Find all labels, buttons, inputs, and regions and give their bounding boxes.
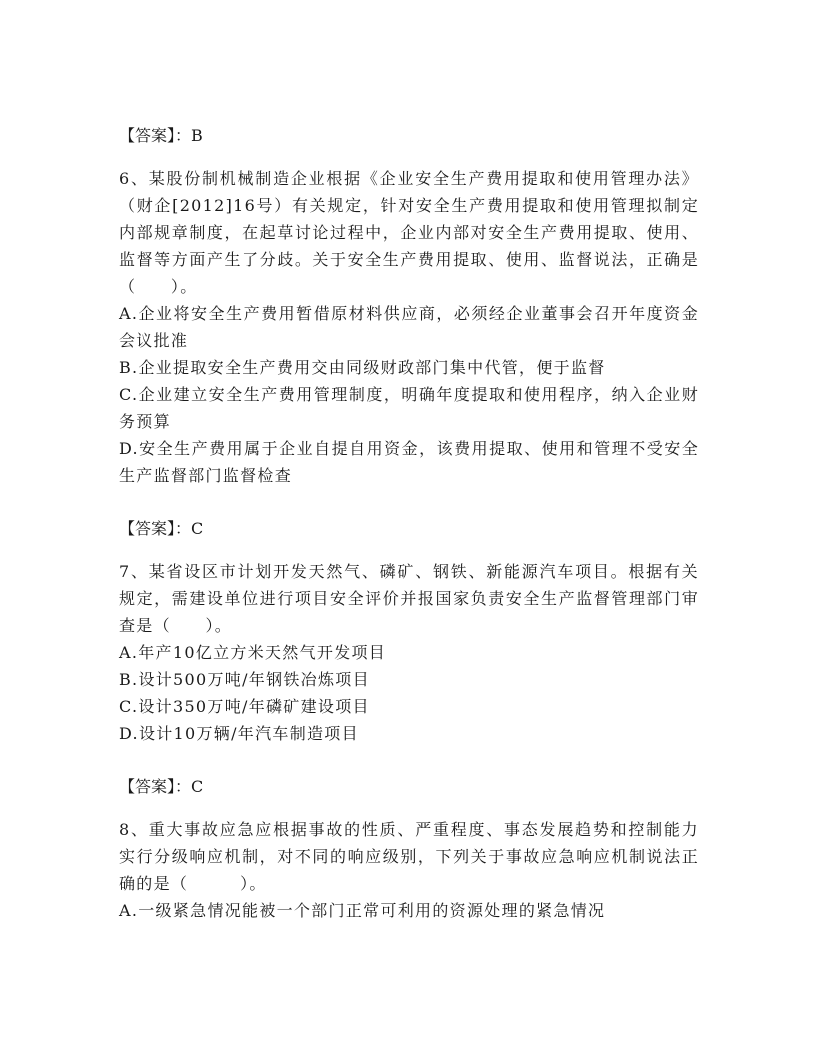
question-7-stem: 7、某省设区市计划开发天然气、磷矿、钢铁、新能源汽车项目。根据有关规定，需建设单位进行项目安全评价并报国家负责安全生产监督管理部门审查是（ ）。	[119, 562, 699, 635]
document-page	[119, 122, 699, 924]
question-8	[119, 816, 699, 924]
answer-5: 【答案】：B	[119, 126, 203, 145]
question-6-option-c: C.企业建立安全生产费用管理制度，明确年度提取和使用程序，纳入企业财务预算	[119, 385, 699, 431]
question-7	[119, 558, 699, 747]
question-8-stem: 8、重大事故应急应根据事故的性质、严重程度、事态发展趋势和控制能力实行分级响应机制，对不同的响应级别，下列关于事故应急响应机制说法正确的是（ ）。	[119, 820, 699, 893]
question-7-option-b: B.设计500万吨/年钢铁冶炼项目	[119, 670, 370, 689]
question-6	[119, 165, 699, 489]
question-7-option-a: A.年产10亿立方米天然气开发项目	[119, 643, 387, 662]
question-6-option-a: A.企业将安全生产费用暂借原材料供应商，必须经企业董事会召开年度资金会议批准	[119, 304, 699, 350]
question-6-option-b: B.企业提取安全生产费用交由同级财政部门集中代管，便于监督	[119, 358, 606, 377]
question-6-stem: 6、某股份制机械制造企业根据《企业安全生产费用提取和使用管理办法》（财企[2012]16号）有关规定，针对安全生产费用提取和使用管理拟制定内部规章制度，在起草讨论过程中，企业内部对安全生产费用提取、使用、监督等方面产生了分歧。关于安全生产费用提取、使用、监督说法，正确是（ ）。	[119, 169, 699, 296]
answer-7: 【答案】：C	[119, 777, 204, 796]
question-6-option-d: D.安全生产费用属于企业自提自用资金，该费用提取、使用和管理不受安全生产监督部门监督检查	[119, 439, 699, 485]
answer-6: 【答案】：C	[119, 519, 204, 538]
question-8-option-a: A.一级紧急情况能被一个部门正常可利用的资源处理的紧急情况	[119, 901, 606, 920]
question-7-option-c: C.设计350万吨/年磷矿建设项目	[119, 697, 370, 716]
question-7-option-d: D.设计10万辆/年汽车制造项目	[119, 724, 359, 743]
